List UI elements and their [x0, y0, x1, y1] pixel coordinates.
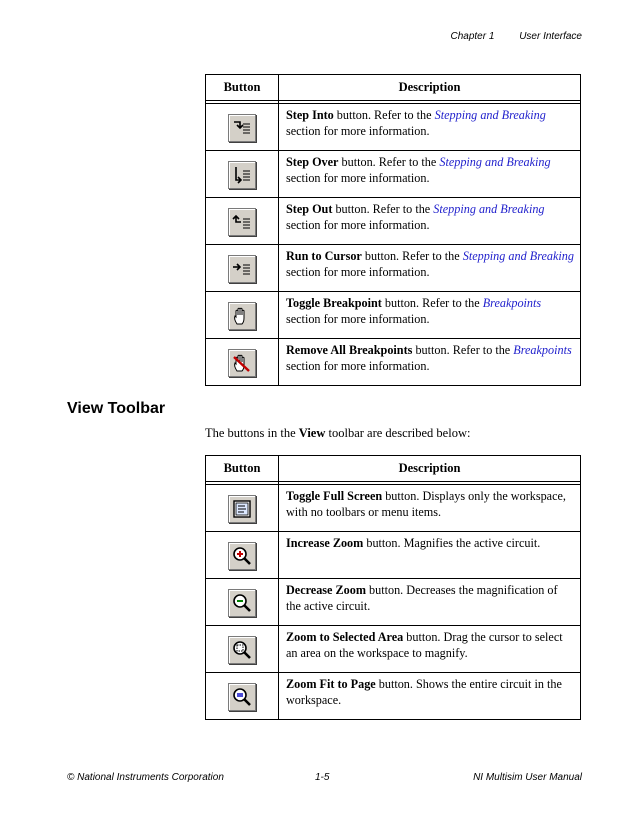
debug-buttons-table: [205, 74, 581, 386]
description-text: button. Drag the cursor to select an area on the workspace to magnify.: [286, 630, 563, 660]
description-cell: [279, 673, 581, 720]
button-name: Toggle Full Screen: [286, 489, 383, 503]
run-to-cursor-icon: [228, 255, 256, 283]
column-header-button: Button: [206, 456, 279, 482]
description-cell: [279, 198, 581, 245]
remove-all-breakpoints-icon: [228, 349, 256, 377]
table-row: [206, 292, 581, 339]
description-cell: [279, 626, 581, 673]
link-breakpoints[interactable]: Breakpoints: [482, 296, 542, 310]
description-text: section for more information.: [286, 312, 430, 326]
table-row: [206, 532, 581, 579]
description-text: button. Refer to the: [361, 249, 463, 263]
description-text: button. Refer to the: [381, 296, 483, 310]
description-text: button. Shows the entire circuit in the workspace.: [286, 677, 562, 707]
table-row: [206, 579, 581, 626]
description-text: button. Refer to the: [332, 202, 434, 216]
button-name: Step Out: [286, 202, 333, 216]
table-row: [206, 245, 581, 292]
link-breakpoints[interactable]: Breakpoints: [513, 343, 572, 357]
table-row: [206, 151, 581, 198]
table-header: [206, 456, 581, 482]
button-name: Remove All Breakpoints: [286, 343, 413, 357]
button-name: Zoom to Selected Area: [286, 630, 404, 644]
button-name: Step Over: [286, 155, 339, 169]
footer-right: NI Multisim User Manual: [473, 772, 582, 783]
link-stepping-and-breaking[interactable]: Stepping and Breaking: [434, 108, 546, 122]
description-cell: [279, 104, 581, 151]
page-header: [428, 31, 582, 42]
description-cell: [279, 579, 581, 626]
page-number: 1-5: [315, 772, 330, 783]
link-stepping-and-breaking[interactable]: Stepping and Breaking: [439, 155, 551, 169]
description-text: section for more information.: [286, 359, 430, 373]
button-name: Decrease Zoom: [286, 583, 366, 597]
column-header-description: Description: [279, 456, 581, 482]
toggle-breakpoint-icon: [228, 302, 256, 330]
step-into-icon: [228, 114, 256, 142]
full-screen-icon: [228, 495, 256, 523]
description-text: section for more information.: [286, 171, 430, 185]
description-cell: [279, 245, 581, 292]
intro-paragraph: [205, 426, 470, 441]
description-text: button. Refer to the: [412, 343, 514, 357]
table-header: [206, 75, 581, 101]
description-cell: [279, 532, 581, 579]
description-text: button. Displays only the workspace, with no toolbars or menu items.: [286, 489, 566, 519]
table-row: [206, 339, 581, 386]
zoom-out-icon: [228, 589, 256, 617]
description-text: button. Refer to the: [333, 108, 435, 122]
column-header-button: Button: [206, 75, 279, 101]
step-over-icon: [228, 161, 256, 189]
zoom-area-icon: [228, 636, 256, 664]
view-buttons-table: [205, 455, 581, 720]
description-cell: [279, 485, 581, 532]
intro-text: The buttons in the: [205, 426, 299, 440]
table-row: [206, 104, 581, 151]
description-text: section for more information.: [286, 124, 430, 138]
button-name: Run to Cursor: [286, 249, 362, 263]
table-row: [206, 198, 581, 245]
description-text: button. Magnifies the active circuit.: [363, 536, 541, 550]
header-section: User Interface: [519, 31, 582, 42]
description-text: section for more information.: [286, 265, 430, 279]
footer-left: © National Instruments Corporation: [67, 772, 224, 783]
step-out-icon: [228, 208, 256, 236]
button-name: Step Into: [286, 108, 334, 122]
section-title: View Toolbar: [67, 400, 166, 417]
table-row: [206, 673, 581, 720]
intro-text: toolbar are described below:: [325, 426, 471, 440]
column-header-description: Description: [279, 75, 581, 101]
table-row: [206, 626, 581, 673]
description-cell: [279, 292, 581, 339]
zoom-in-icon: [228, 542, 256, 570]
description-text: button. Decreases the magnification of the active circuit.: [286, 583, 558, 613]
header-chapter: Chapter 1: [450, 31, 495, 42]
button-name: Zoom Fit to Page: [286, 677, 376, 691]
description-text: button. Refer to the: [338, 155, 440, 169]
description-text: section for more information.: [286, 218, 430, 232]
link-stepping-and-breaking[interactable]: Stepping and Breaking: [433, 202, 545, 216]
zoom-fit-icon: [228, 683, 256, 711]
link-stepping-and-breaking[interactable]: Stepping and Breaking: [462, 249, 574, 263]
button-name: Toggle Breakpoint: [286, 296, 382, 310]
button-name: Increase Zoom: [286, 536, 364, 550]
table-row: [206, 485, 581, 532]
intro-toolbar-name: View: [298, 426, 326, 440]
description-cell: [279, 339, 581, 386]
description-cell: [279, 151, 581, 198]
